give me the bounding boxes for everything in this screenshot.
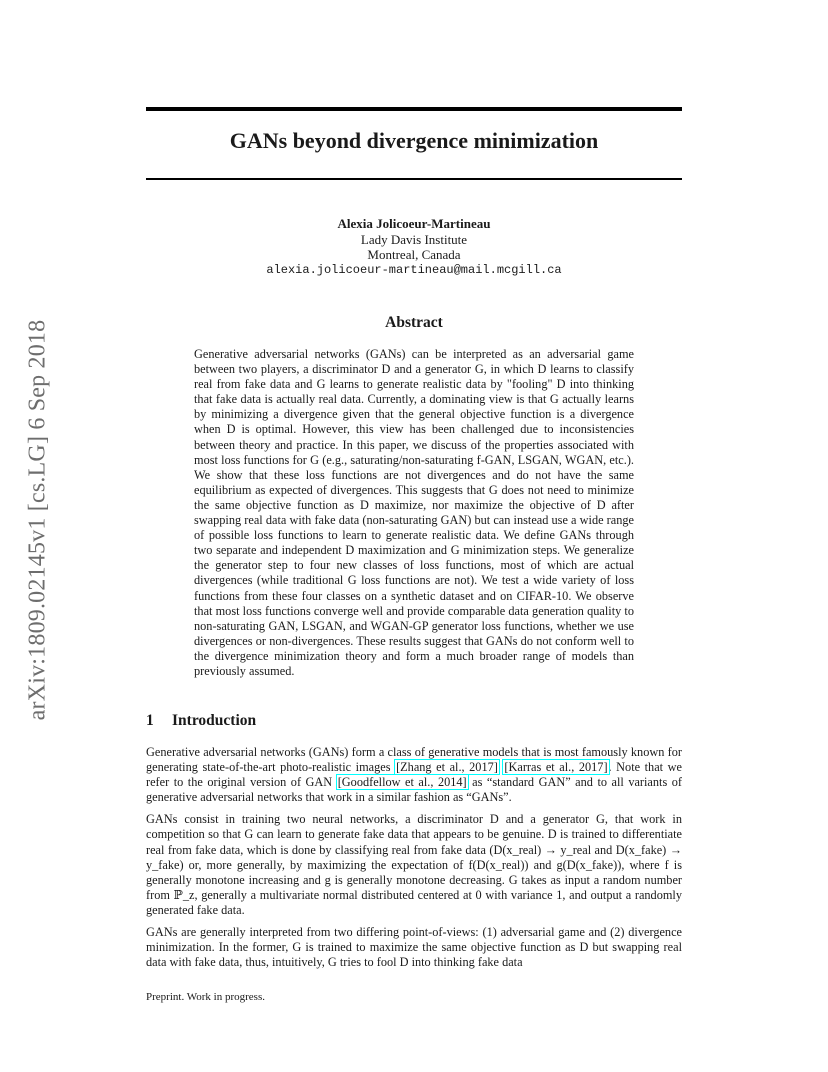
title-bottom-rule	[146, 178, 682, 180]
paper-title: GANs beyond divergence minimization	[229, 128, 599, 153]
paragraph-1	[146, 745, 682, 805]
section-number: 1	[146, 712, 154, 729]
abstract-text: Generative adversarial networks (GANs) can be interpreted as an adversarial game between two players, a discriminator D and a generator G, in which D learns to classify real from fake data and G learns to generate realistic data by "fooling" D into thinking that fake data is actually real data. Currently, a dominating view is that G actually learns by minimizing a divergence given that the general objective function is a divergence when D is optimal. However, this view has been challenged due to inconsistencies between theory and practice. In this paper, we discuss of the properties associated with most loss functions for G (e.g., saturating/non-saturating f-GAN, LSGAN, WGAN, etc.). We show that these loss functions are not divergences and do not have the same equilibrium as expected of divergences. This suggests that G does not need to minimize the same objective function as D maximize, nor maximize the objective of D after swapping real data with fake data (non-saturating GAN) but can instead use a wide range of possible loss functions to learn to generate realistic data. We define GANs through two separate and independent D maximization and G minimization steps. We generalize the generator step to four new classes of loss functions, most of which are actual divergences (while traditional G loss functions are not). We test a wide variety of loss functions from these four classes on a synthetic dataset and on CIFAR-10. We observe that most loss functions converge well and provide comparable data generation quality to non-saturating GAN, LSGAN, and WGAN-GP generator loss functions, whether we use divergences or non-divergences. These results suggest that GANs do not conform well to the divergence minimization theory and form a much broader range of models than previously assumed.	[194, 347, 634, 678]
author-block	[146, 216, 682, 278]
introduction-body	[146, 745, 682, 977]
author-location: Montreal, Canada	[367, 247, 461, 262]
paragraph-1-text-d: as “standard GAN” and to all variants of generative adversarial networks that work in a similar fashion as “GANs”.	[146, 775, 682, 805]
arxiv-identifier-sidebar	[18, 290, 58, 750]
paragraph-1-text-c: . Note that we refer to the original version of GAN	[146, 760, 682, 790]
footer-note: Preprint. Work in progress.	[146, 991, 265, 1003]
abstract-heading: Abstract	[385, 314, 443, 331]
section-heading	[146, 712, 256, 730]
arxiv-id-text: arXiv:1809.02145v1 [cs.LG] 6 Sep 2018	[24, 319, 51, 721]
author-affiliation: Lady Davis Institute	[360, 231, 468, 247]
title-top-rule	[146, 107, 682, 111]
citation-zhang-2017[interactable]: [Zhang et al., 2017]	[396, 760, 498, 775]
author-name: Alexia Jolicoeur-Martineau	[337, 216, 491, 231]
citation-karras-2017[interactable]: [Karras et al., 2017]	[504, 760, 608, 775]
citation-goodfellow-2014[interactable]: [Goodfellow et al., 2014]	[337, 775, 467, 790]
author-email[interactable]: alexia.jolicoeur-martineau@mail.mcgill.ca	[266, 262, 562, 277]
paragraph-3: GANs are generally interpreted from two differing point-of-views: (1) adversarial game and (2) divergence minimization. In the former, G is trained to maximize the same objective function as D but swapping real data with fake data, thus, intuitively, G tries to fool D into thinking fake data	[146, 925, 682, 970]
paragraph-1-text-a: Generative adversarial networks (GANs) form a class of generative models that is most famously known for generating state-of-the-art photo-realistic images	[146, 745, 682, 775]
section-title: Introduction	[172, 712, 257, 729]
paragraph-2: GANs consist in training two neural networks, a discriminator D and a generator G, that work in competition so that G can learn to generate fake data that appears to be genuine. D is trained to differentiate real from fake data, which is done by classifying real from fake data (D(x_real) → y_real and D(x_fake) → y_fake) or, more generally, by maximizing the expectation of f(D(x_real)) and g(D(x_fake)), where f is generally monotone increasing and g is generally monotone decreasing. G takes as input a random number from ℙ_z, generally a multivariate normal distributed centered at 0 with variance 1, and output a randomly generated fake data.	[146, 812, 682, 917]
